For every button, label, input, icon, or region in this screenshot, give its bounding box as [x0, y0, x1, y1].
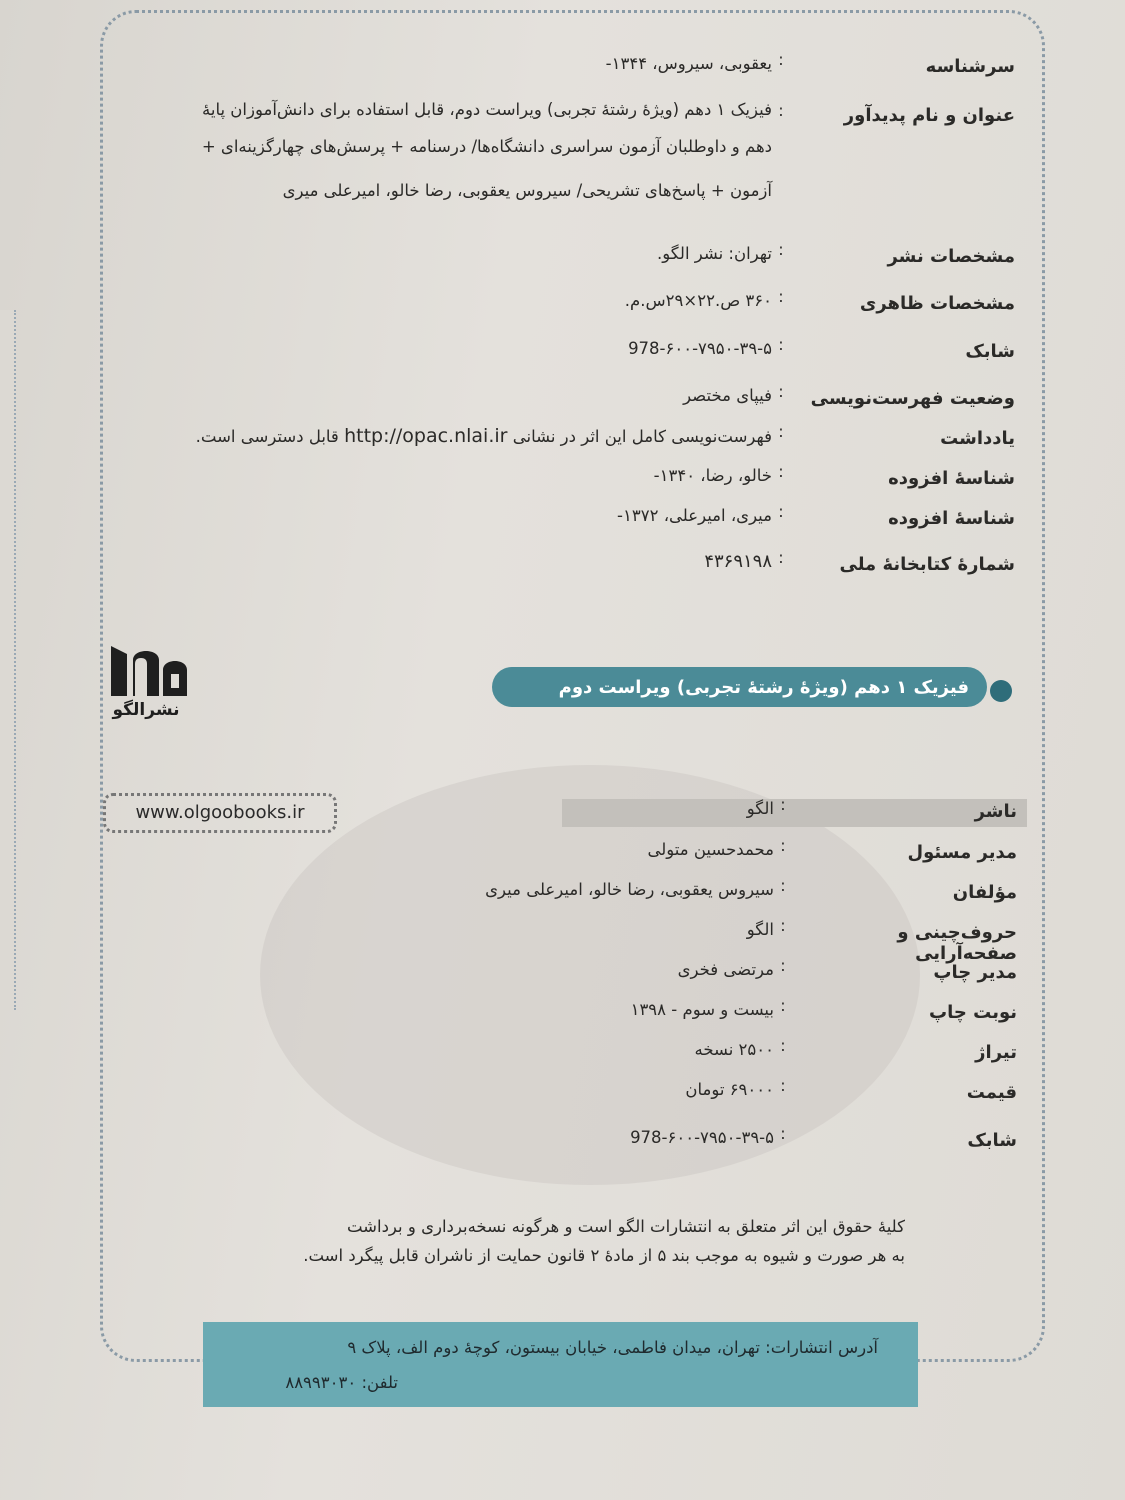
- bullet-dot: [990, 680, 1012, 702]
- colon: :: [780, 836, 786, 855]
- cip-value-line: فیزیک ۱ دهم (ویژهٔ رشتهٔ تجربی) ویراست دوم، قابل استفاده برای دانش‌آموزان پایهٔ: [202, 100, 772, 119]
- olgoo-logo-icon: [103, 640, 189, 700]
- pub-label: نوبت چاپ: [929, 1002, 1017, 1023]
- note-text-post: قابل دسترسی است.: [195, 427, 339, 446]
- copyright-notice: [225, 1212, 905, 1270]
- cip-row-library-number: [110, 548, 1015, 588]
- colon: :: [780, 1036, 786, 1055]
- pub-label: ناشر: [974, 801, 1017, 822]
- pub-row-typesetting: [112, 916, 1017, 964]
- cip-row-note: [110, 422, 1015, 462]
- cip-value-line: آزمون + پاسخ‌های تشریحی/ سیروس یعقوبی، رضا خالو، امیرعلی میری: [282, 181, 772, 200]
- colon: :: [780, 996, 786, 1015]
- colon: :: [778, 335, 784, 354]
- logo-text: نشرالگو: [112, 700, 180, 720]
- cip-row-author: [110, 50, 1015, 90]
- pub-row-isbn: [112, 1124, 1017, 1164]
- cip-value: ۳۶۰ ص.۲۲×۲۹س.م.: [624, 291, 772, 310]
- cip-label: وضعیت فهرست‌نویسی: [810, 388, 1015, 409]
- cip-value: خالو، رضا، ۱۳۴۰-: [653, 466, 772, 485]
- pub-value: محمدحسین متولی: [647, 840, 774, 859]
- cip-label: شناسهٔ افزوده: [888, 468, 1015, 489]
- cip-row-status: [110, 382, 1015, 422]
- cip-label: شابک: [965, 341, 1015, 362]
- cip-value: فیپای مختصر: [683, 386, 772, 405]
- colon: :: [780, 956, 786, 975]
- website-link[interactable]: www.olgoobooks.ir: [135, 802, 305, 823]
- cip-row-added-entry-1: [110, 462, 1015, 502]
- phone-line: تلفن: ۸۸۹۹۳۰۳۰: [285, 1373, 398, 1392]
- book-title-banner: [492, 667, 987, 707]
- pub-label: مدیر مسئول: [907, 842, 1017, 863]
- cip-value: ۴۳۶۹۱۹۸: [704, 551, 772, 572]
- pub-row-circulation: [112, 1036, 1017, 1076]
- pub-row-authors: [112, 876, 1017, 916]
- colon: :: [778, 422, 784, 441]
- cip-value: میری، امیرعلی، ۱۳۷۲-: [617, 506, 772, 525]
- pub-value: ۶۹۰۰۰ تومان: [685, 1080, 774, 1099]
- pub-value: 978-۶۰۰-۷۹۵۰-۳۹-۵: [630, 1128, 774, 1147]
- cip-label: یادداشت: [940, 428, 1015, 449]
- pub-value: ۲۵۰۰ نسخه: [694, 1040, 774, 1059]
- cip-label: مشخصات نشر: [887, 246, 1015, 267]
- note-text-pre: فهرست‌نویسی کامل این اثر در نشانی: [512, 427, 772, 446]
- address-box: [203, 1322, 918, 1407]
- cip-value: تهران: نشر الگو.: [657, 244, 772, 263]
- colon: :: [778, 287, 784, 306]
- pub-row-edition: [112, 996, 1017, 1036]
- cip-row-isbn: [110, 335, 1015, 375]
- colon: :: [778, 101, 784, 120]
- copyright-line: به هر صورت و شیوه به موجب بند ۵ از مادهٔ ۲ قانون حمایت از ناشران قابل پیگرد است.: [303, 1246, 905, 1265]
- pub-row-price: [112, 1076, 1017, 1116]
- colon: :: [780, 876, 786, 895]
- cip-value: [196, 422, 772, 451]
- pub-value: مرتضی فخری: [677, 960, 774, 979]
- cip-label: عنوان و نام پدیدآور: [843, 105, 1015, 126]
- address-line: آدرس انتشارات: تهران، میدان فاطمی، خیابان بیستون، کوچهٔ دوم الف، پلاک ۹: [347, 1338, 878, 1357]
- pub-row-publisher: [112, 795, 1017, 835]
- pub-label: مدیر چاپ: [933, 962, 1017, 983]
- pub-value: بیست و سوم - ۱۳۹۸: [630, 1000, 774, 1019]
- colon: :: [780, 916, 786, 935]
- pub-value: سیروس یعقوبی، رضا خالو، امیرعلی میری: [485, 880, 774, 899]
- pub-label: قیمت: [966, 1082, 1017, 1103]
- cip-label: سرشناسه: [925, 56, 1015, 77]
- cip-label: شناسهٔ افزوده: [888, 508, 1015, 529]
- pub-label: مؤلفان: [952, 882, 1017, 903]
- copyright-line: کلیهٔ حقوق این اثر متعلق به انتشارات الگو است و هرگونه نسخه‌برداری و برداشت: [346, 1217, 905, 1236]
- adjacent-page-edge: [0, 310, 16, 1010]
- colon: :: [780, 1076, 786, 1095]
- colon: :: [778, 50, 784, 69]
- pub-label: شابک: [967, 1130, 1017, 1151]
- book-title: فیزیک ۱ دهم (ویژهٔ رشتهٔ تجربی) ویراست دوم: [558, 676, 969, 698]
- cip-value-line: دهم و داوطلبان آزمون سراسری دانشگاه‌ها/ درسنامه + پرسش‌های چهارگزینه‌ای +: [201, 137, 772, 156]
- pub-value: الگو: [746, 799, 774, 818]
- cip-row-added-entry-2: [110, 502, 1015, 542]
- colon: :: [778, 502, 784, 521]
- pub-label: تیراژ: [975, 1042, 1017, 1063]
- pub-row-print-manager: [112, 956, 1017, 996]
- colon: :: [780, 1124, 786, 1143]
- pub-label: حروف‌چینی و صفحه‌آرایی: [897, 922, 1017, 964]
- cip-label: مشخصات ظاهری: [859, 293, 1015, 314]
- catalog-url: http://opac.nlai.ir: [344, 425, 508, 447]
- pub-value: الگو: [746, 920, 774, 939]
- colon: :: [778, 382, 784, 401]
- cip-row-physical: [110, 287, 1015, 327]
- cip-label: شمارهٔ کتابخانهٔ ملی: [839, 554, 1015, 575]
- cip-value: 978-۶۰۰-۷۹۵۰-۳۹-۵: [628, 339, 772, 358]
- colon: :: [778, 548, 784, 567]
- publisher-logo: [103, 640, 189, 730]
- pub-row-director: [112, 836, 1017, 876]
- cip-value: یعقوبی، سیروس، ۱۳۴۴-: [605, 54, 772, 73]
- colon: :: [778, 462, 784, 481]
- cip-row-publication: [110, 240, 1015, 280]
- colon: :: [780, 795, 786, 814]
- cip-row-title: [110, 95, 1015, 225]
- colon: :: [778, 240, 784, 259]
